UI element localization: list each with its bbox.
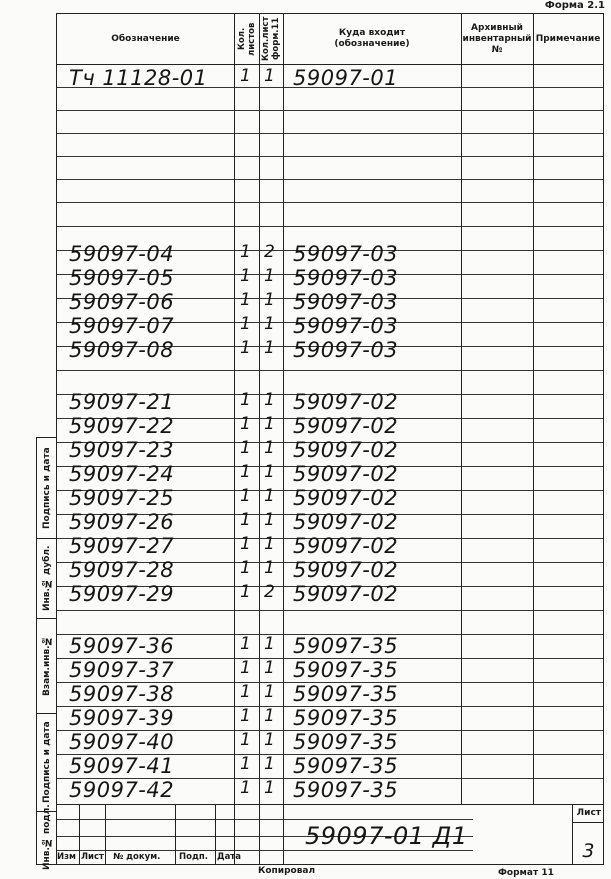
row-sheets: 1: [240, 730, 252, 750]
row-designation: 59097-27: [69, 534, 175, 558]
row-designation: 59097-38: [69, 682, 175, 706]
row-sheets-f11: 2: [264, 582, 276, 602]
side-label-replace-inv: Взам.инв.№: [42, 635, 52, 696]
footer-format: Формат 11: [498, 868, 554, 878]
row-designation: 59097-26: [69, 510, 175, 534]
row-designation: 59097-23: [69, 438, 175, 462]
row-sheets-f11: 1: [264, 658, 276, 678]
row-designation: 59097-28: [69, 558, 175, 582]
side-label-signature-2: Подпись и дата: [42, 721, 52, 803]
row-sheets-f11: 1: [264, 510, 276, 530]
row-sheets: 1: [240, 66, 252, 86]
header-archive-no: Архивный инвентарный №: [462, 22, 532, 55]
row-sheets: 1: [240, 634, 252, 654]
row-designation: 59097-42: [69, 778, 175, 802]
row-used-in: 59097-03: [293, 266, 399, 290]
header-used-in: Куда входит (обозначение): [334, 28, 410, 49]
doc-number: 59097-01 Д1: [305, 822, 468, 850]
row-used-in: 59097-02: [293, 534, 399, 558]
row-sheets-f11: 1: [264, 390, 276, 410]
row-designation: 59097-25: [69, 486, 175, 510]
stamp-label-date: Дата: [217, 852, 241, 862]
row-sheets: 1: [240, 754, 252, 774]
row-sheets-f11: 1: [264, 414, 276, 434]
row-sheets: 1: [240, 242, 252, 262]
row-sheets-f11: 1: [264, 338, 276, 358]
row-designation: 59097-04: [69, 242, 175, 266]
row-used-in: 59097-02: [293, 462, 399, 486]
row-designation: 59097-08: [69, 338, 175, 362]
header-note: Примечание: [535, 33, 601, 44]
row-designation: 59097-41: [69, 754, 175, 778]
row-sheets: 1: [240, 534, 252, 554]
row-sheets-f11: 1: [264, 706, 276, 726]
row-sheets: 1: [240, 462, 252, 482]
row-designation: 59097-29: [69, 582, 175, 606]
side-label-signature-1: Подпись и дата: [42, 447, 52, 529]
row-sheets-f11: 1: [264, 266, 276, 286]
side-label-orig-inv: Инв.№ подл.: [42, 804, 52, 871]
row-sheets: 1: [240, 414, 252, 434]
row-used-in: 59097-02: [293, 558, 399, 582]
row-designation: 59097-07: [69, 314, 175, 338]
side-stamp: [36, 437, 57, 871]
row-sheets: 1: [240, 582, 252, 602]
row-used-in: 59097-35: [293, 682, 399, 706]
row-sheets: 1: [240, 778, 252, 798]
header-designation: Обозначение: [111, 33, 180, 44]
row-used-in: 59097-02: [293, 414, 399, 438]
row-sheets: 1: [240, 338, 252, 358]
row-used-in: 59097-02: [293, 582, 399, 606]
row-used-in: 59097-35: [293, 730, 399, 754]
stamp-label-sheet: Лист: [81, 852, 104, 862]
row-used-in: 59097-35: [293, 706, 399, 730]
row-used-in: 59097-03: [293, 314, 399, 338]
row-used-in: 59097-35: [293, 658, 399, 682]
row-sheets: 1: [240, 706, 252, 726]
row-sheets: 1: [240, 266, 252, 286]
row-used-in: 59097-02: [293, 438, 399, 462]
row-sheets: 1: [240, 290, 252, 310]
header-sheet-count-f11: Кол.лист форм.11: [261, 16, 281, 62]
row-designation: 59097-37: [69, 658, 175, 682]
row-sheets: 1: [240, 314, 252, 334]
row-sheets: 1: [240, 510, 252, 530]
stamp-label-change: Изм: [57, 852, 77, 862]
row-sheets-f11: 2: [264, 242, 276, 262]
row-sheets: 1: [240, 486, 252, 506]
row-sheets: 1: [240, 390, 252, 410]
row-sheets-f11: 1: [264, 462, 276, 482]
row-designation: 59097-40: [69, 730, 175, 754]
row-sheets-f11: 1: [264, 290, 276, 310]
row-used-in: 59097-35: [293, 754, 399, 778]
row-sheets-f11: 1: [264, 558, 276, 578]
row-sheets-f11: 1: [264, 438, 276, 458]
row-used-in: 59097-03: [293, 338, 399, 362]
row-used-in: 59097-02: [293, 390, 399, 414]
header-sheet-count: Кол. листов: [236, 22, 257, 56]
row-sheets-f11: 1: [264, 730, 276, 750]
row-designation: 59097-39: [69, 706, 175, 730]
row-sheets-f11: 1: [264, 314, 276, 334]
row-designation: 59097-36: [69, 634, 175, 658]
stamp-label-signature: Подп.: [179, 852, 208, 862]
row-designation: 59097-06: [69, 290, 175, 314]
row-used-in: 59097-02: [293, 486, 399, 510]
row-designation: 59097-22: [69, 414, 175, 438]
stamp-label-doc-no: № докум.: [113, 852, 161, 862]
row-sheets-f11: 1: [264, 754, 276, 774]
row-used-in: 59097-03: [293, 290, 399, 314]
row-sheets-f11: 1: [264, 634, 276, 654]
row-used-in: 59097-01: [293, 66, 399, 90]
row-used-in: 59097-35: [293, 634, 399, 658]
row-sheets: 1: [240, 438, 252, 458]
row-sheets-f11: 1: [264, 534, 276, 554]
row-used-in: 59097-35: [293, 778, 399, 802]
sheet-label: Лист: [576, 808, 601, 818]
row-sheets: 1: [240, 558, 252, 578]
form-table: [56, 13, 604, 865]
row-sheets-f11: 1: [264, 682, 276, 702]
row-sheets-f11: 1: [264, 778, 276, 798]
row-sheets-f11: 1: [264, 486, 276, 506]
row-sheets: 1: [240, 658, 252, 678]
row-designation: 59097-24: [69, 462, 175, 486]
row-designation: 59097-21: [69, 390, 175, 414]
row-sheets-f11: 1: [264, 66, 276, 86]
row-designation: Тч 11128-01: [69, 66, 208, 90]
footer-copied: Копировал: [258, 866, 316, 876]
row-used-in: 59097-03: [293, 242, 399, 266]
sheet-number: 3: [582, 840, 595, 862]
row-used-in: 59097-02: [293, 510, 399, 534]
form-label: Форма 2.1: [544, 0, 605, 11]
row-designation: 59097-05: [69, 266, 175, 290]
row-sheets: 1: [240, 682, 252, 702]
side-label-dup-inv: Инв.№ дубл.: [42, 545, 52, 611]
